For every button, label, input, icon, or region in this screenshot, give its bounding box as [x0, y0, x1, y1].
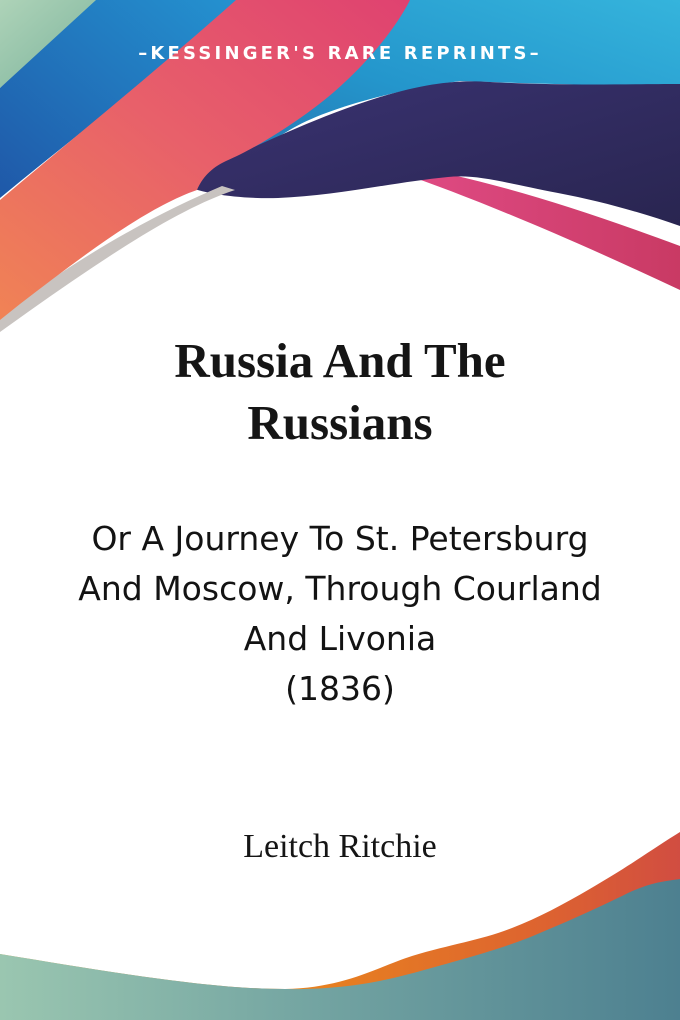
- book-title: [0, 330, 680, 454]
- book-subtitle: [0, 514, 680, 714]
- author-name: Leitch Ritchie: [243, 828, 437, 865]
- book-title-line-1: Russia And The: [174, 333, 506, 388]
- book-subtitle-line-1: Or A Journey To St. Petersburg: [91, 519, 589, 558]
- book-title-line-2: Russians: [247, 395, 433, 450]
- book-subtitle-year: (1836): [285, 669, 395, 708]
- book-subtitle-line-2: And Moscow, Through Courland: [78, 569, 602, 608]
- publisher-banner: –KESSINGER'S RARE REPRINTS–: [138, 43, 542, 64]
- book-subtitle-line-3: And Livonia: [243, 619, 437, 658]
